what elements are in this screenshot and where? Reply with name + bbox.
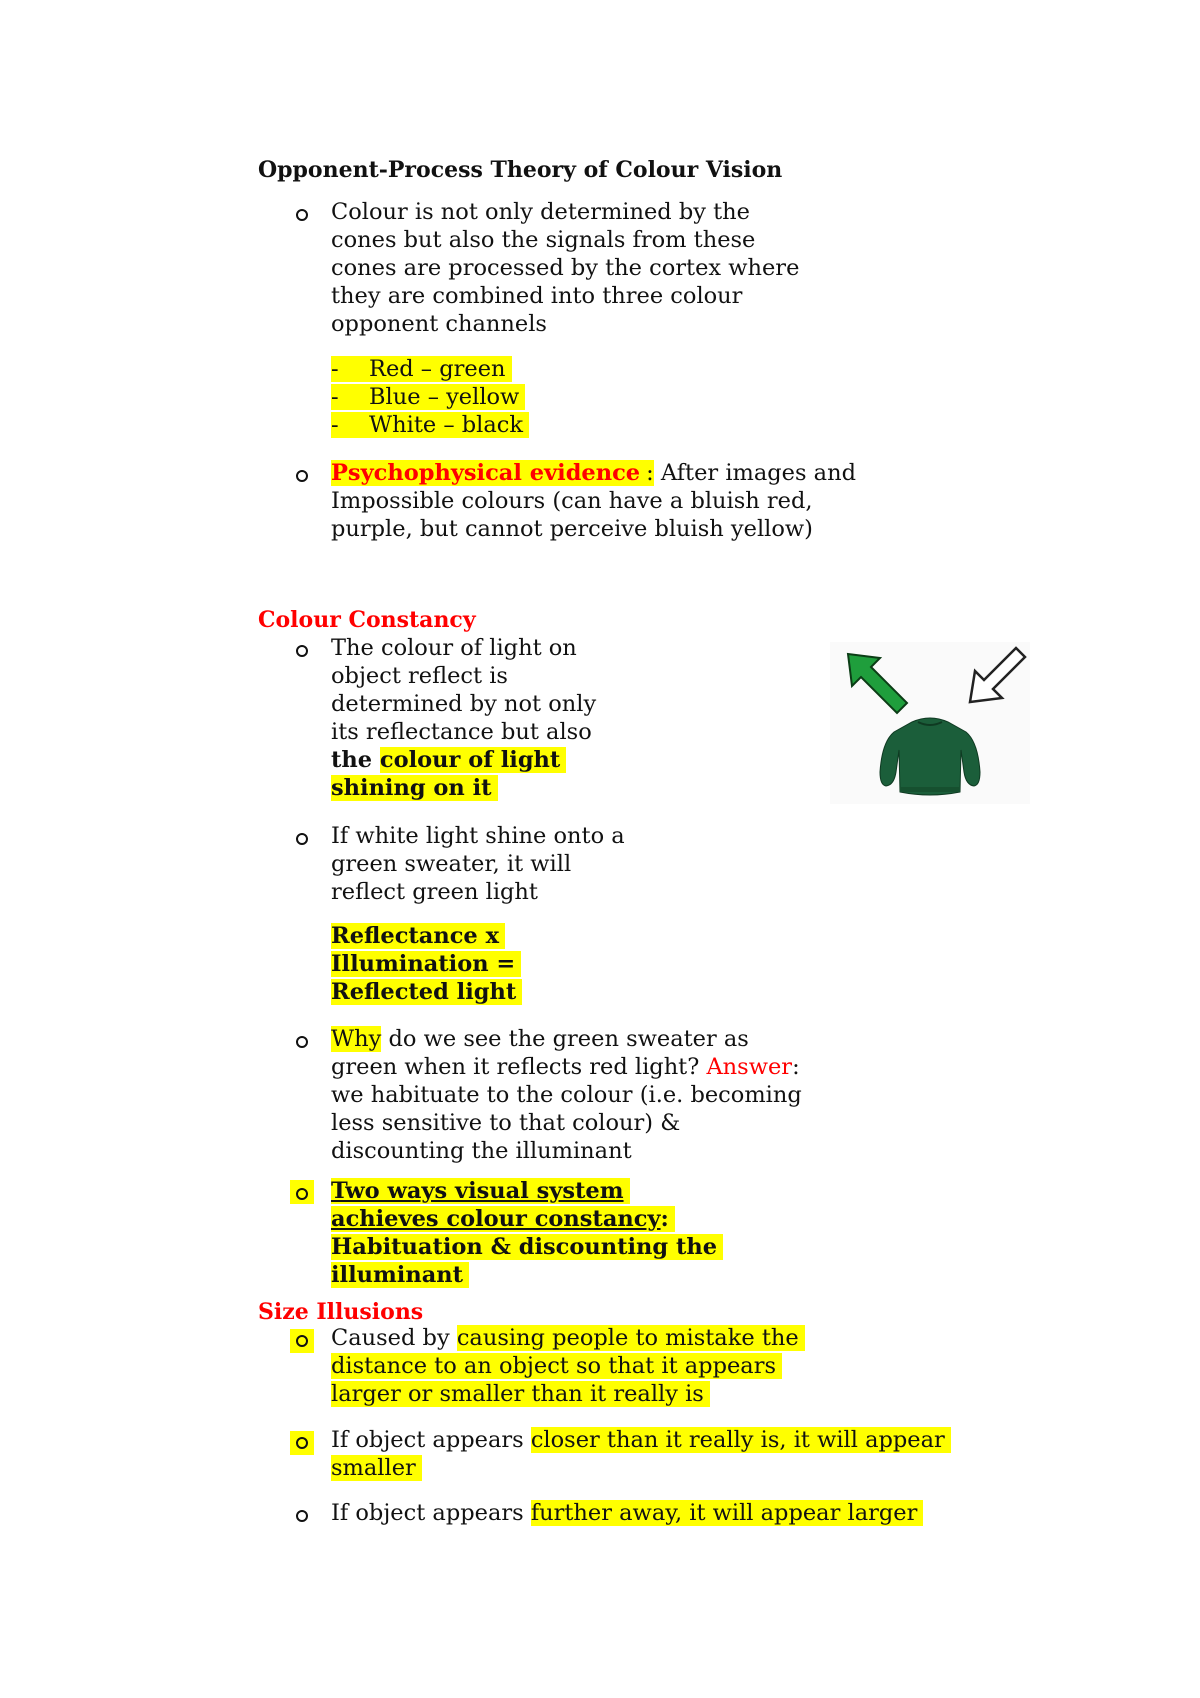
text-line: object reflect is	[331, 663, 508, 689]
text-fragment: the	[331, 747, 380, 773]
bullet-icon	[296, 1335, 308, 1347]
bullet-icon	[296, 470, 308, 482]
highlight-why: Why	[331, 1026, 382, 1052]
dash-marker: -	[331, 412, 339, 438]
constancy-bullet-2	[331, 822, 625, 906]
text-line: opponent channels	[331, 311, 547, 337]
size-bullet-2	[331, 1426, 951, 1482]
highlight-colour-of-light: colour of light	[380, 747, 566, 773]
constancy-bullet-3	[331, 1025, 802, 1165]
size-bullet-3	[331, 1499, 923, 1527]
text-line: determined by not only	[331, 691, 597, 717]
highlight-distance: distance to an object so that it appears	[331, 1353, 782, 1379]
bullet-icon	[296, 1510, 308, 1522]
formula-box	[331, 922, 522, 1006]
opponent-bullet-1	[331, 198, 799, 338]
bullet-icon	[296, 645, 308, 657]
text-line: Impossible colours (can have a bluish red,	[331, 488, 813, 514]
section-title-colour-constancy: Colour Constancy	[258, 607, 476, 633]
constancy-bullet-4	[331, 1177, 723, 1289]
achieves-colour-constancy: achieves colour constancy	[331, 1206, 661, 1232]
formula-line: Illumination =	[331, 951, 521, 977]
text-line: discounting the illuminant	[331, 1138, 632, 1164]
green-sweater-icon	[880, 718, 980, 795]
channel-label: Blue – yellow	[369, 384, 520, 410]
text-line: less sensitive to that colour) &	[331, 1110, 681, 1136]
white-arrow-icon	[970, 648, 1025, 702]
channel-label: White – black	[369, 412, 523, 438]
bullet-icon	[296, 833, 308, 845]
section-title-size-illusions: Size Illusions	[258, 1299, 424, 1325]
opponent-channels-list	[331, 355, 529, 439]
dash-marker: -	[331, 384, 339, 410]
text-line: they are combined into three colour	[331, 283, 743, 309]
text-line: If white light shine onto a	[331, 823, 625, 849]
text-fragment: :	[661, 1206, 675, 1232]
psychophysical-evidence-label: Psychophysical evidence	[331, 460, 646, 486]
channel-red-green	[331, 356, 512, 382]
text-fragment: do we see the green sweater as	[381, 1026, 749, 1052]
text-fragment: If object appears	[331, 1427, 531, 1453]
sweater-light-figure	[830, 642, 1030, 804]
highlight-closer: closer than it really is, it will appear	[531, 1427, 951, 1453]
highlight-illuminant: illuminant	[331, 1262, 469, 1288]
sweater-figure-svg	[830, 642, 1030, 804]
two-ways-heading: Two ways visual system	[331, 1178, 630, 1204]
evidence-colon: :	[646, 460, 654, 486]
channel-label: Red – green	[369, 356, 506, 382]
bullet-icon	[296, 1188, 308, 1200]
section-title-opponent-process: Opponent-Process Theory of Colour Vision	[258, 157, 783, 183]
text-line: we habituate to the colour (i.e. becoming	[331, 1082, 802, 1108]
bullet-icon	[296, 209, 308, 221]
text-line: Colour is not only determined by the	[331, 199, 750, 225]
channel-white-black	[331, 412, 529, 438]
answer-label: Answer	[706, 1054, 793, 1080]
text-line: reflect green light	[331, 879, 538, 905]
text-line: green sweater, it will	[331, 851, 572, 877]
highlight-shining-on-it: shining on it	[331, 775, 498, 801]
opponent-bullet-2	[331, 459, 856, 543]
text-line: The colour of light on	[331, 635, 577, 661]
text-fragment: green when it reflects red light?	[331, 1054, 707, 1080]
text-fragment: Caused by	[331, 1325, 457, 1351]
size-bullet-1	[331, 1324, 805, 1408]
channel-blue-yellow	[331, 384, 525, 410]
bullet-icon	[296, 1036, 308, 1048]
bullet-icon	[296, 1437, 308, 1449]
text-line: purple, but cannot perceive bluish yellow)	[331, 516, 813, 542]
green-arrow-icon	[848, 654, 907, 713]
formula-line: Reflectance x	[331, 923, 505, 949]
highlight-causing: causing people to mistake the	[457, 1325, 805, 1351]
text-line: its reflectance but also	[331, 719, 592, 745]
text-line: cones are processed by the cortex where	[331, 255, 800, 281]
highlight-smaller: smaller	[331, 1455, 422, 1481]
dash-marker: -	[331, 356, 339, 382]
highlight-larger-smaller: larger or smaller than it really is	[331, 1381, 710, 1407]
text-fragment: :	[792, 1054, 800, 1080]
constancy-bullet-1	[331, 634, 596, 802]
formula-line: Reflected light	[331, 979, 522, 1005]
text-fragment: If object appears	[331, 1500, 531, 1526]
evidence-text: After images and	[653, 460, 856, 486]
highlight-habituation: Habituation & discounting the	[331, 1234, 723, 1260]
highlight-further: further away, it will appear larger	[531, 1500, 924, 1526]
text-line: cones but also the signals from these	[331, 227, 756, 253]
